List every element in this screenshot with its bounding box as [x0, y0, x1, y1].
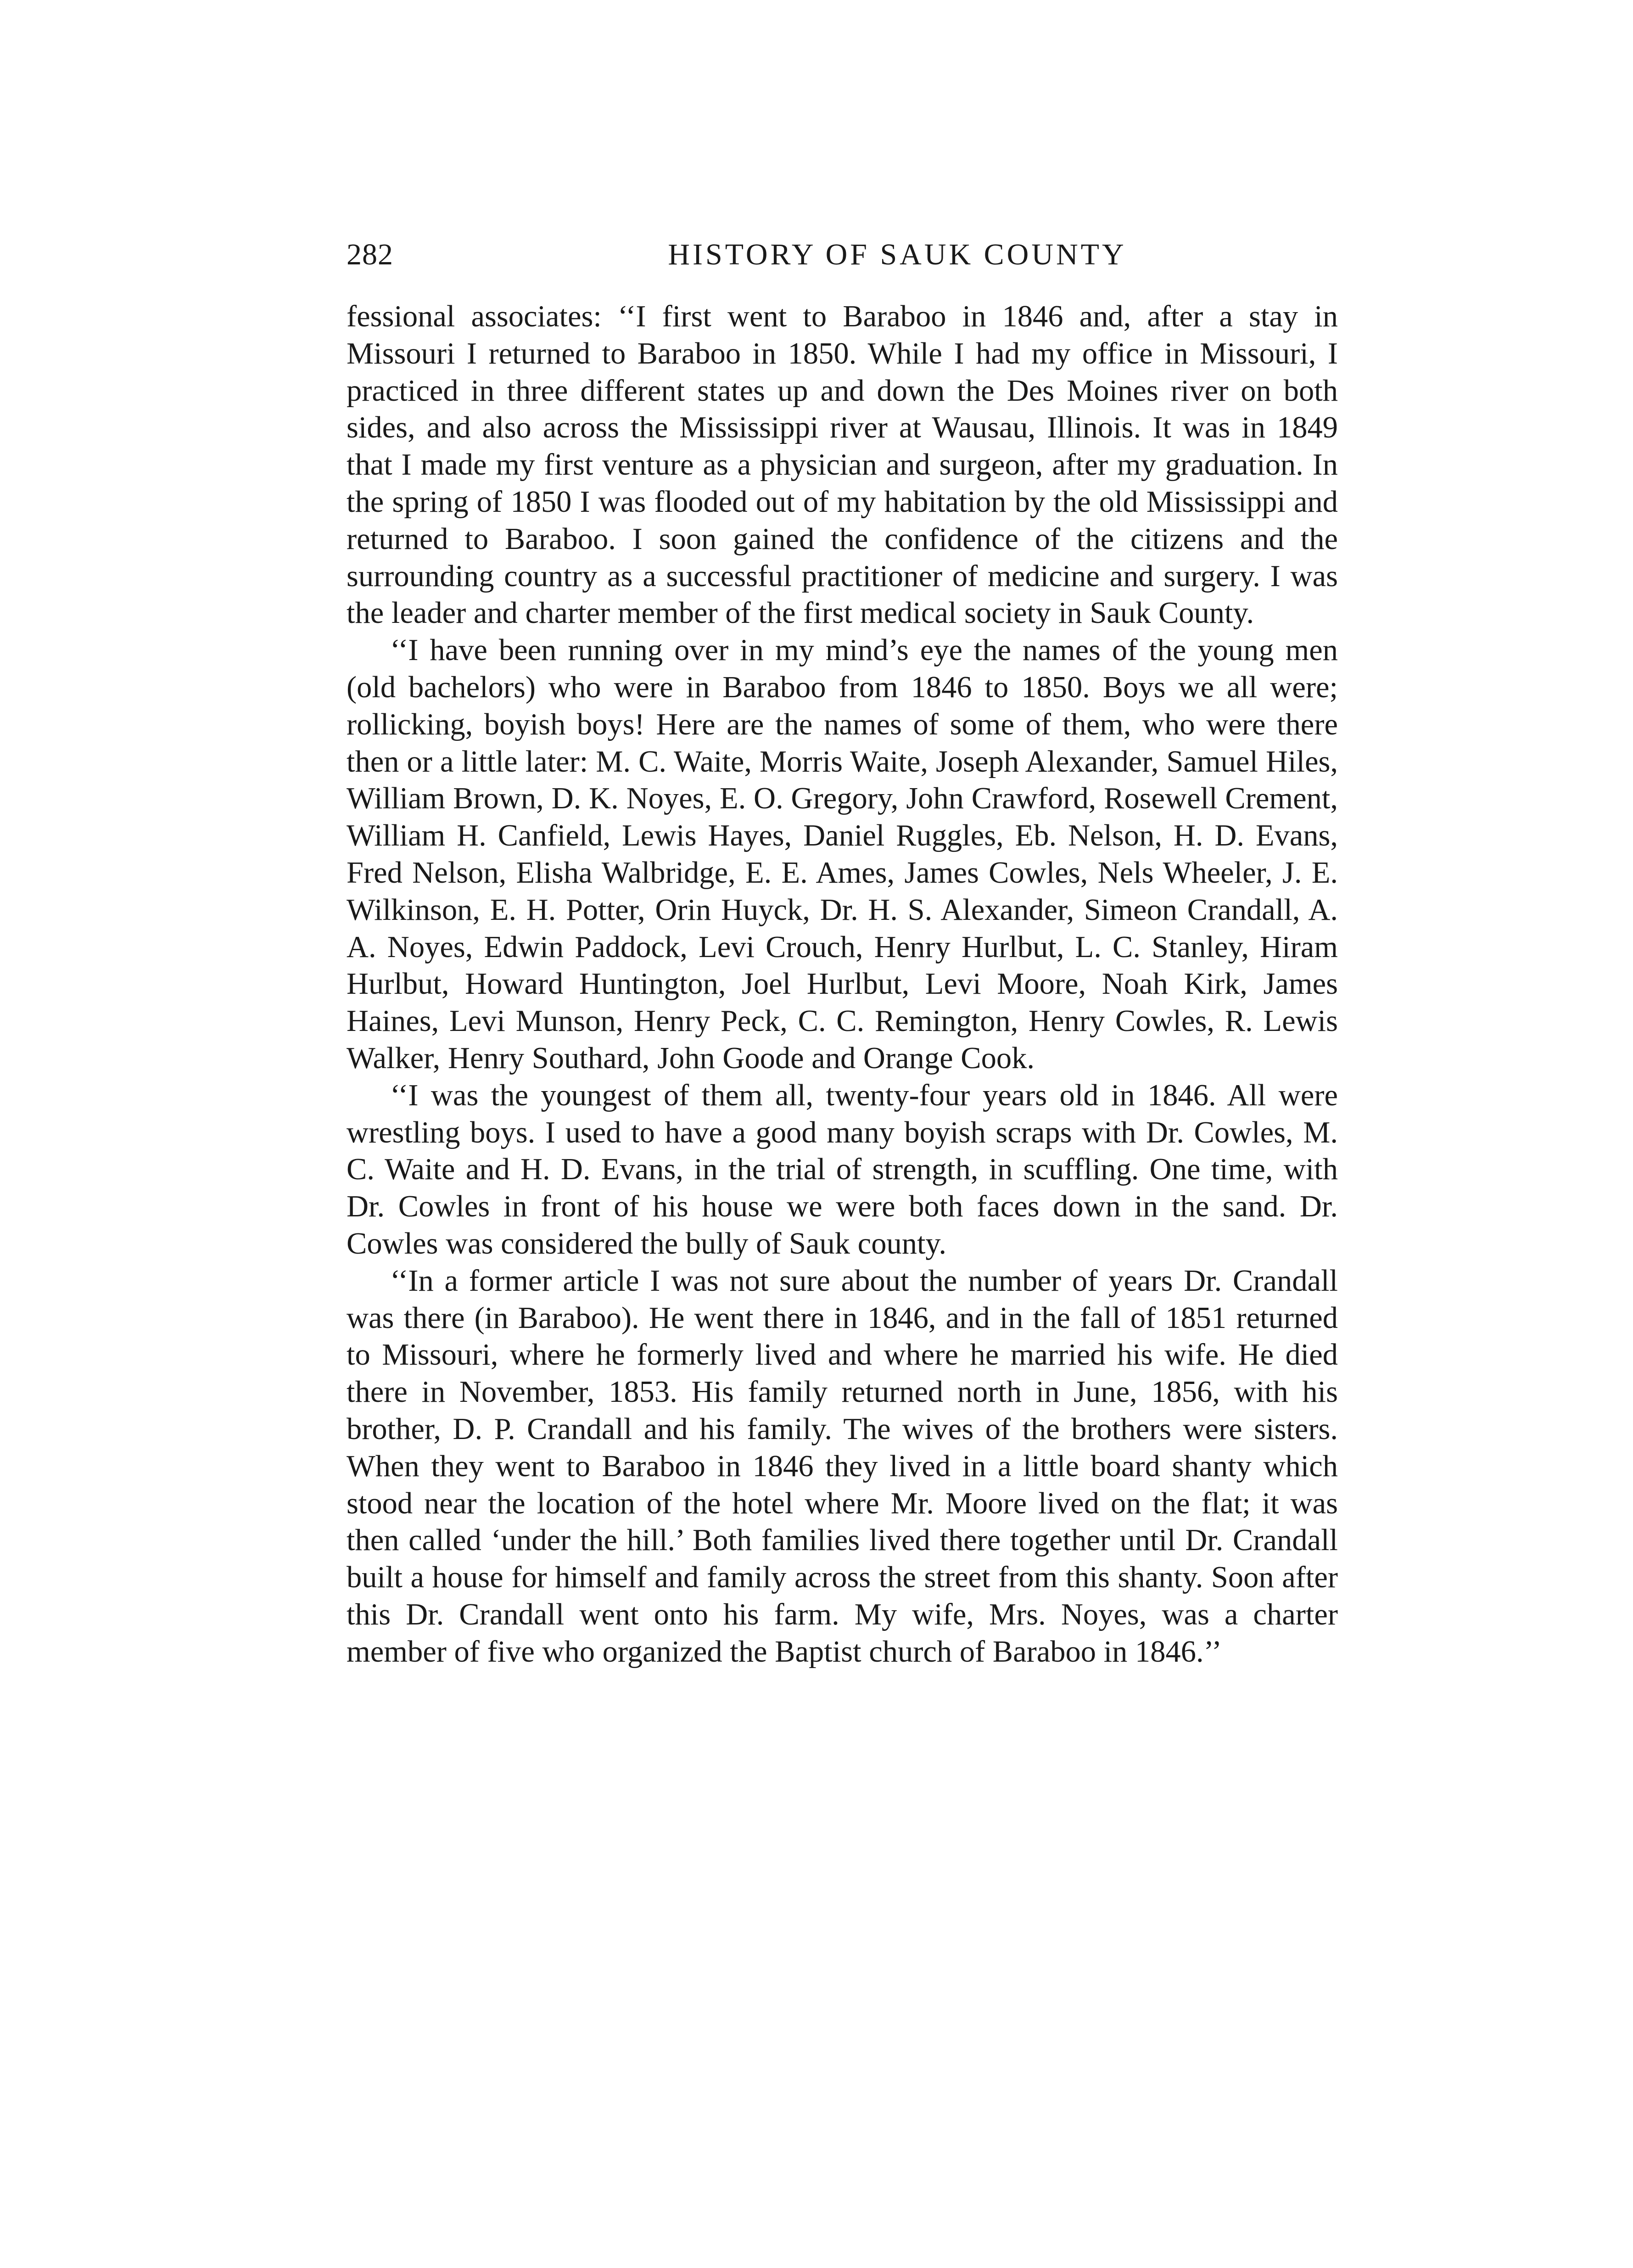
paragraph-1: fessional associates: ‘‘I first went to Baraboo in 1846 and, after a stay in Missouri I returned to Baraboo in 1850. While I had my office in Missouri, I practiced in three different states up and down the Des Moines river on both sides, and also across the Mississippi river at Wausau, Illinois. It was in 1849 that I made my first venture as a physician and surgeon, after my graduation. In the spring of 1850 I was flooded out of my habitation by the old Mississippi and returned to Baraboo. I soon gained the confidence of the citizens and the surrounding country as a successful practitioner of medicine and surgery. I was the leader and charter member of the first medical society in Sauk County.: [347, 300, 1338, 630]
running-head: [347, 234, 1338, 275]
running-header-title: HISTORY OF SAUK COUNTY: [668, 238, 1127, 271]
body-text: [347, 298, 1338, 1670]
paragraph-4: ‘‘In a former article I was not sure about the number of years Dr. Crandall was there (in Baraboo). He went there in 1846, and in the fall of 1851 returned to Missouri, where he formerly lived and where he married his wife. He died there in November, 1853. His family returned north in June, 1856, with his brother, D. P. Crandall and his family. The wives of the brothers were sisters. When they went to Baraboo in 1846 they lived in a little board shanty which stood near the location of the hotel where Mr. Moore lived on the flat; it was then called ‘under the hill.’ Both families lived there together until Dr. Crandall built a house for himself and family across the street from this shanty. Soon after this Dr. Crandall went onto his farm. My wife, Mrs. Noyes, was a charter member of five who organized the Baptist church of Baraboo in 1846.’’: [347, 1264, 1338, 1669]
paragraph-2: ‘‘I have been running over in my mind’s eye the names of the young men (old bachelors) who were in Baraboo from 1846 to 1850. Boys we all were; rollicking, boyish boys! Here are the names of some of them, who were there then or a little later: M. C. Waite, Morris Waite, Joseph Alexander, Samuel Hiles, William Brown, D. K. Noyes, E. O. Gregory, John Crawford, Rosewell Crement, William H. Canfield, Lewis Hayes, Daniel Ruggles, Eb. Nelson, H. D. Evans, Fred Nelson, Elisha Walbridge, E. E. Ames, James Cowles, Nels Wheeler, J. E. Wilkinson, E. H. Potter, Orin Huyck, Dr. H. S. Alexander, Simeon Crandall, A. A. Noyes, Edwin Paddock, Levi Crouch, Henry Hurlbut, L. C. Stanley, Hiram Hurlbut, Howard Huntington, Joel Hurlbut, Levi Moore, Noah Kirk, James Haines, Levi Munson, Henry Peck, C. C. Remington, Henry Cowles, R. Lewis Walker, Henry Southard, John Goode and Orange Cook.: [347, 633, 1338, 1075]
paragraph-3: ‘‘I was the youngest of them all, twenty-four years old in 1846. All were wrestling boys. I used to have a good many boyish scraps with Dr. Cowles, M. C. Waite and H. D. Evans, in the trial of strength, in scuffling. One time, with Dr. Cowles in front of his house we were both faces down in the sand. Dr. Cowles was considered the bully of Sauk county.: [347, 1078, 1338, 1260]
page-number: 282: [347, 238, 393, 271]
